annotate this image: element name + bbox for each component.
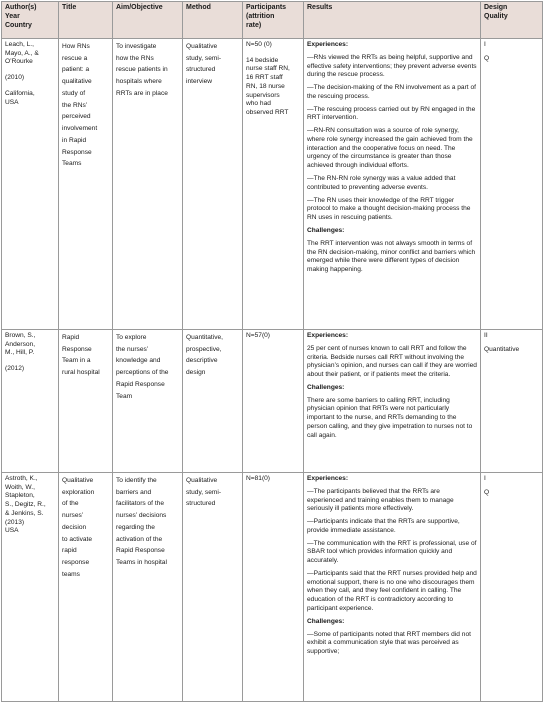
result-item: There are some barriers to calling RRT, including physician opinion that RRTs were not particularly important to the nurse, and RRTs demanding to the person calling, and they give impetration to nurses not to call again.: [307, 396, 473, 439]
cell-title: Rapid Response Team in a rural hospital: [59, 330, 113, 473]
header-aim: Aim/Objective: [113, 2, 183, 39]
cell-authors: [2, 473, 59, 702]
participants-n: N=50 (0): [246, 41, 272, 48]
cell-results: [304, 330, 481, 473]
result-item: —The communication with the RRT is professional, use of SBAR tool which provides information quickly and accurately.: [307, 539, 477, 565]
header-method: Method: [183, 2, 243, 39]
cell-aim: To explore the nurses’ knowledge and perceptions of the Rapid Response Team: [113, 330, 183, 473]
result-item: —The rescuing process carried out by RN engaged in the RRT intervention.: [307, 105, 476, 122]
result-item: —The decision-making of the RN involvement as a part of the rescuing process.: [307, 84, 476, 100]
year-text: (2012): [5, 365, 25, 373]
result-item: The RRT intervention was not always smooth in terms of the RN decision-making, minor conflict and barriers which emerged while there were different types of decision making happening.: [307, 239, 476, 273]
country-text: USA: [5, 527, 19, 535]
header-title: Title: [59, 2, 113, 39]
challenges-heading: Challenges:: [307, 383, 345, 391]
design-level: I: [484, 475, 486, 482]
header-design-quality: Design Quality: [481, 2, 543, 39]
cell-results: [304, 473, 481, 702]
cell-design-quality: [481, 330, 543, 473]
cell-method: Quantitative, prospective, descriptive design: [183, 330, 243, 473]
result-item: 25 per cent of nurses known to call RRT and follow the criteria. Bedside nurses call RRT without involving the physician’s opinion, and nurses can call if they are worried about their patient, or if patients meet the criteria.: [307, 344, 477, 378]
authors-text: Leach, L., Mayo, A., & O’Rourke: [5, 41, 39, 66]
country-text: California, USA: [5, 89, 35, 106]
design-type: Q: [484, 54, 490, 62]
result-item: —Participants indicate that the RRTs are supportive, provide immediate assistance.: [307, 518, 460, 534]
cell-method: Qualitative study, semi- structured: [183, 473, 243, 702]
cell-aim: To identify the barriers and facilitators of the nurses’ decisions regarding the activation of the Rapid Response Teams in hospital: [113, 473, 183, 702]
experiences-heading: Experiences:: [307, 332, 349, 339]
authors-text: Astroth, K., Woith, W., Stapleton, S., Degitz, R., & Jenkins, S.: [5, 475, 46, 517]
header-participants: Participants (attrition rate): [243, 2, 304, 39]
result-item: —RN-RN consultation was a source of role synergy, where role synergy increased the gain achieved from the interaction and the cooperative focus on need. The urgency of the circumstance is greater than those achieved through individual efforts.: [307, 127, 473, 170]
year-text: (2010): [5, 74, 25, 82]
design-type: Quantitative: [484, 345, 520, 353]
cell-results: [304, 39, 481, 330]
cell-aim: To investigate how the RNs rescue patients in hospitals where RRTs are in place: [113, 39, 183, 330]
year-text: (2013): [5, 518, 25, 526]
participants-detail: 14 bedside nurse staff RN, 16 RRT staff RN, 18 nurse supervisors who had observed RRT: [246, 56, 290, 116]
design-level: I: [484, 41, 486, 48]
challenges-heading: Challenges:: [307, 617, 345, 625]
cell-authors: [2, 39, 59, 330]
participants-n: N=81(0): [246, 475, 271, 482]
cell-title: Qualitative exploration of the nurses’ decision to activate rapid response teams: [59, 473, 113, 702]
design-level: II: [484, 332, 488, 339]
cell-method: Qualitative study, semi- structured interview: [183, 39, 243, 330]
design-type: Q: [484, 488, 490, 496]
header-year-country: Year Country: [5, 12, 32, 29]
authors-text: Brown, S., Anderson, M., Hill, P.: [5, 332, 36, 357]
header-row: [2, 2, 543, 39]
result-item: —The participants believed that the RRTs are experienced and training enables them to manage seriously ill patients more effectively.: [307, 487, 454, 513]
result-item: —The RN uses their knowledge of the RRT trigger protocol to make a thought decision-making process the RN uses in rescuing patients.: [307, 196, 471, 222]
cell-design-quality: [481, 39, 543, 330]
result-item: —Participants said that the RRT nurses provided help and emotional support, there is no one who discourages them when they call, and they feel confident in calling. The education of the RRT is contradictory according to participant experience.: [307, 570, 477, 612]
cell-participants: [243, 473, 304, 702]
participants-n: N=57(0): [246, 332, 271, 339]
cell-title: How RNs rescue a patient: a qualitative study of the RNs’ perceived involvement in Rapid Response Teams: [59, 39, 113, 330]
header-results: Results: [304, 2, 481, 39]
experiences-heading: Experiences:: [307, 41, 349, 48]
table-row: [2, 330, 543, 473]
table-row: [2, 473, 543, 702]
cell-participants: [243, 39, 304, 330]
challenges-heading: Challenges:: [307, 226, 345, 234]
literature-table: [1, 1, 543, 702]
result-item: —The RN-RN role synergy was a value added that contributed to preventing adverse events.: [307, 175, 456, 191]
table-row: [2, 39, 543, 330]
result-item: —Some of participants noted that RRT members did not exhibit a communication style that was perceived as supportive;: [307, 630, 471, 656]
cell-authors: [2, 330, 59, 473]
result-item: —RNs viewed the RRTs as being helpful, supportive and effective safety interventions; they prevent adverse events during the rescue process.: [307, 53, 477, 79]
header-author-year-country: [2, 2, 59, 39]
experiences-heading: Experiences:: [307, 475, 349, 482]
cell-participants: [243, 330, 304, 473]
header-author: Author(s): [5, 4, 37, 11]
cell-design-quality: [481, 473, 543, 702]
